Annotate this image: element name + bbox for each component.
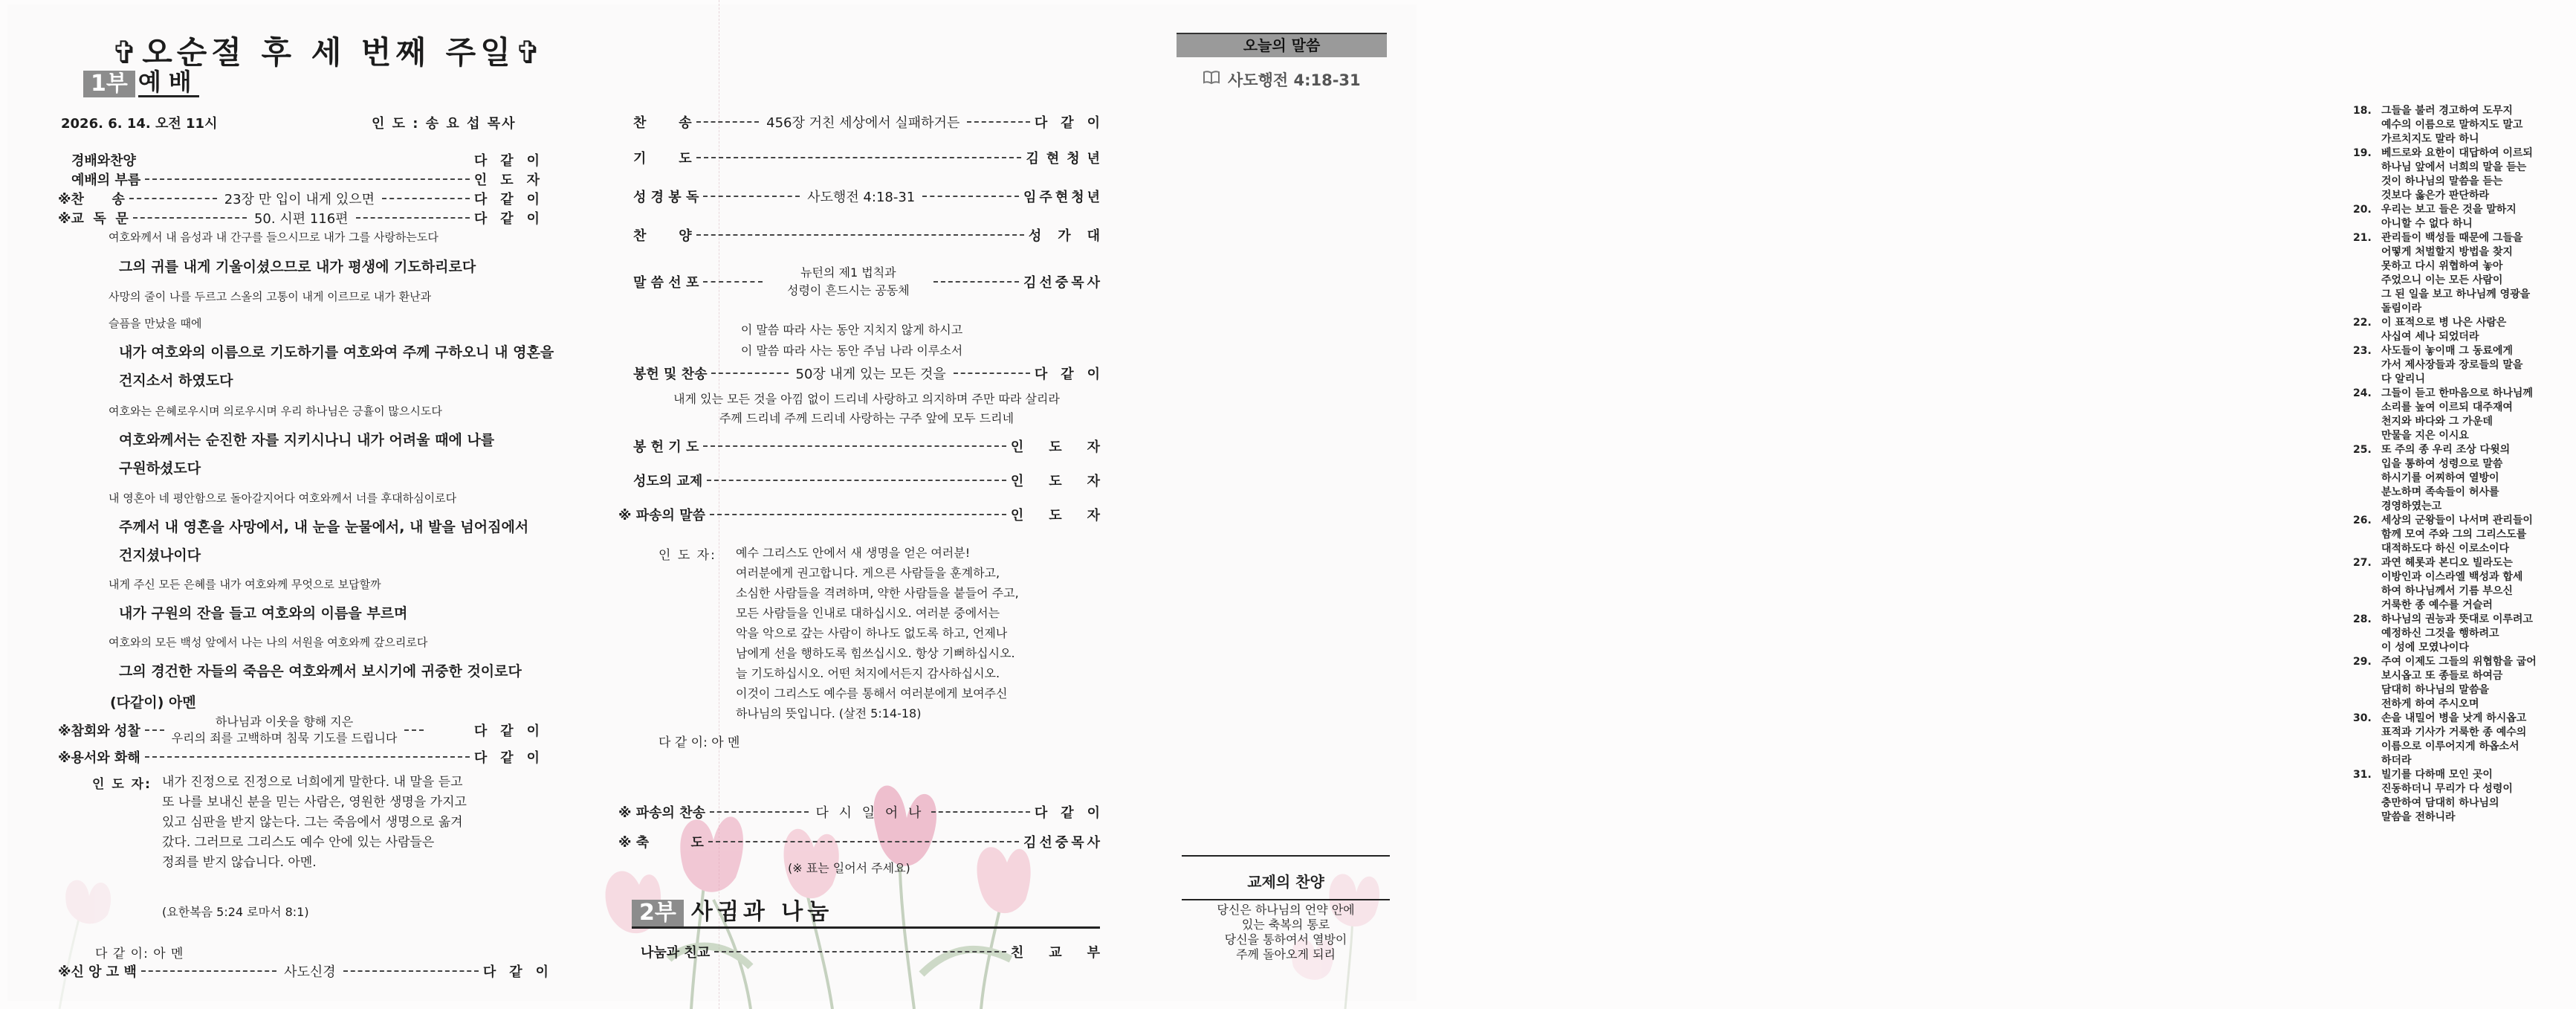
today-word-heading: 오늘의 말씀	[1177, 33, 1387, 57]
sending-amen: 다 같 이: 아 멘	[658, 735, 740, 750]
fellowship-song-line: 주께 돌아오게 되리	[1236, 947, 1336, 961]
verse-text: 이름으로 이루어지게 하옵소서	[2381, 741, 2520, 752]
order-label: 성도의 교제	[633, 474, 703, 489]
verse-text: 주었으니 이는 모든 사람이	[2381, 274, 2503, 286]
verse-text: 대적하도다 하신 이로소이다	[2381, 543, 2510, 555]
order-who: 인도자	[473, 173, 553, 188]
sending-line: 늘 기도하십시오. 어떤 처지에서든지 감사하십시오.	[736, 666, 1000, 680]
psalm-line: 건지소서 하였도다	[119, 373, 233, 389]
verse-item	[2353, 655, 2576, 712]
service-date: 2026. 6. 14. 오전 11시	[61, 116, 218, 132]
order-item	[633, 226, 1116, 244]
order-item	[633, 149, 1107, 167]
part2-badge: 2부	[632, 900, 684, 926]
verse-item	[2353, 104, 2576, 146]
order-who: 다같이	[1034, 115, 1114, 131]
psalm-line: 그의 귀를 내게 기울이셨으므로 내가 평생에 기도하리로다	[119, 259, 476, 275]
order-who: 다같이	[473, 723, 553, 739]
absolution-line: 갔다. 그러므로 그리스도 예수 안에 있는 사람들은	[162, 835, 435, 850]
verse-list	[1177, 104, 2537, 825]
order-who: 다같이	[473, 153, 553, 169]
verse-text: 말씀을 전하니라	[2381, 811, 2456, 823]
verse-text: 이방인과 이스라엘 백성과 합세	[2381, 571, 2523, 583]
service-leader: 인 도 : 송 요 섭 목사	[372, 116, 517, 132]
verse-item	[2353, 768, 2576, 825]
verse-number: 30.	[2353, 712, 2372, 724]
order-label: ※ 파송의 찬송	[618, 805, 705, 821]
order-label: ※ 파송의 말씀	[618, 508, 705, 523]
order-label: ※신 앙 고 백	[58, 964, 137, 980]
verse-item	[2353, 387, 2576, 443]
verse-text: 못하고 다시 위협하여 놓아	[2381, 260, 2503, 272]
fellowship-song-line: 당신을 통하여서 열방이	[1224, 932, 1347, 947]
verse-text: 다 알리니	[2381, 373, 2425, 385]
psalm-line: 사망의 줄이 나를 두르고 스올의 고통이 내게 이르므로 내가 환난과	[109, 290, 432, 303]
sending-text	[736, 543, 1019, 723]
order-label: 예배의 부름	[71, 173, 141, 188]
verse-text: 하나님 앞에서 너희의 말을 듣는	[2381, 161, 2527, 173]
verse-text: 하나님의 권능과 뜻대로 이루려고	[2381, 613, 2533, 625]
order-who: 김선중목사	[1023, 835, 1103, 851]
repentance-line: 하나님과 이웃을 향해 지은	[215, 715, 354, 729]
repentance-line: 우리의 죄를 고백하며 침묵 기도를 드립니다	[171, 731, 398, 745]
order-middle: 50. 시편 116편	[253, 211, 349, 227]
order-who: 인도자	[1010, 508, 1125, 523]
order-item	[633, 471, 1125, 489]
verse-text: 가르치지도 말라 하니	[2381, 133, 2479, 145]
order-who: 다같이	[1034, 805, 1114, 821]
verse-text: 함께 모여 주와 그의 그리스도를	[2381, 529, 2527, 541]
verse-text: 과연 헤롯과 본디오 빌라도는	[2381, 557, 2513, 569]
verse-text: 충만하여 담대히 하나님의	[2381, 797, 2499, 809]
order-who: 다같이	[473, 192, 553, 207]
verse-item	[2353, 316, 2576, 344]
verse-text: 담대히 하나님의 말씀을	[2381, 684, 2489, 696]
verse-text: 소리를 높여 이르되 대주재여	[2381, 402, 2513, 413]
sending-line: 예수 그리스도 안에서 새 생명을 얻은 여러분!	[736, 546, 971, 560]
part1-badge: 1부	[83, 71, 135, 97]
absolution-speaker: 인 도 자:	[92, 777, 152, 792]
psalm-line: 내게 주신 모든 은혜를 내가 여호와께 무엇으로 보답할까	[109, 578, 381, 591]
absolution-ref: (요한복음 5:24 로마서 8:1)	[162, 905, 309, 919]
verse-text: 이 성에 모였나이다	[2381, 642, 2469, 654]
order-item	[618, 833, 1103, 851]
verse-text: 표적과 기사가 거룩한 종 예수의	[2381, 726, 2527, 738]
order-label: 경배와찬양	[71, 153, 136, 169]
verse-text: 사도들이 놓이매 그 동료에게	[2381, 345, 2513, 357]
order-who: 친교부	[1010, 945, 1125, 961]
verse-text: 보시옵고 또 종들로 하여금	[2381, 670, 2503, 682]
verse-text: 또 주의 종 우리 조상 다윗의	[2381, 444, 2511, 456]
sending-line: 여러분에게 권고합니다. 게으른 사람들을 훈계하고,	[736, 566, 1000, 580]
order-who: 인도자	[1010, 439, 1125, 455]
verse-text: 아니할 수 없다 하니	[2381, 218, 2473, 230]
order-who: 인도자	[1010, 474, 1125, 489]
verse-text: 하더라	[2381, 755, 2412, 767]
order-item	[58, 962, 562, 980]
psalm-line: 여호와의 모든 백성 앞에서 나는 나의 서원을 여호와께 갚으리로다	[109, 636, 428, 649]
verse-number: 23.	[2353, 345, 2372, 357]
verse-item	[2353, 344, 2576, 387]
verse-text: 관리들이 백성들 때문에 그들을	[2381, 232, 2523, 244]
sending-line: 이것이 그리스도 예수를 통해서 여러분에게 보여주신	[736, 686, 1008, 700]
verse-text: 그 된 일을 보고 하나님께 영광을	[2381, 288, 2531, 300]
verse-text: 손을 내밀어 병을 낫게 하시옵고	[2381, 712, 2527, 724]
order-middle: 456장 거친 세상에서 실패하거든	[766, 115, 960, 131]
offering-line: 내게 있는 모든 것을 아낌 없이 드리네 사랑하고 의지하며 주만 따라 살리라	[673, 392, 1060, 406]
verse-number: 28.	[2353, 613, 2372, 625]
verse-text: 분노하며 족속들이 허사를	[2381, 486, 2499, 498]
psalm-line: 여호와께서는 순진한 자를 지키시나니 내가 어려울 때에 나를	[119, 432, 495, 448]
stand-note: (※ 표는 일어서 주세요)	[788, 861, 910, 875]
today-word-ref: 사도행전 4:18-31	[1228, 71, 1361, 89]
order-who: 임주현청년	[1023, 190, 1103, 205]
part1-heading	[83, 68, 199, 97]
part1-title: 예배	[137, 68, 199, 96]
verse-text: 그들이 듣고 한마음으로 하나님께	[2381, 387, 2533, 399]
verse-text: 가서 제사장들과 장로들의 말을	[2381, 359, 2523, 371]
order-who: 다같이	[473, 211, 553, 227]
order-who: 김선중목사	[1023, 275, 1103, 291]
verse-text: 베드로와 요한이 대답하여 이르되	[2381, 147, 2533, 159]
psalm-line: 건지셨나이다	[119, 547, 201, 564]
order-middle: 사도행전 4:18-31	[807, 190, 916, 205]
verse-item	[2353, 514, 2576, 556]
response-line: 이 말씀 따라 사는 동안 지치지 않게 하시고	[740, 323, 963, 337]
order-item	[641, 943, 1125, 961]
order-who: 다같이	[1034, 367, 1114, 382]
sermon-title-line: 성령이 흔드시는 공동체	[786, 283, 910, 297]
order-label: ※ 축 도	[618, 835, 704, 851]
part2-title: 사귐과 나눔	[690, 899, 834, 925]
verse-text: 입을 통하여 성령으로 말씀	[2381, 458, 2503, 470]
verse-text: 예수의 이름으로 말하지도 말고	[2381, 119, 2523, 131]
sending-line: 하나님의 뜻입니다. (살전 5:14-18)	[736, 706, 922, 721]
fellowship-song-text	[1182, 903, 1390, 962]
absolution-line: 있고 심판을 받지 않는다. 그는 죽음에서 생명으로 옮겨	[162, 815, 463, 830]
fellowship-song-line: 있는 축복의 통로	[1241, 918, 1330, 932]
verse-text: 만물을 지은 이시요	[2381, 430, 2469, 442]
order-label: 말 씀 선 포	[633, 275, 699, 291]
order-who: 다같이	[473, 750, 553, 766]
verse-number: 24.	[2353, 387, 2372, 399]
page-title: ✞오순절 후 세 번째 주일✞	[111, 34, 546, 71]
psalm-line: 여호와께서 내 음성과 내 간구를 들으시므로 내가 그를 사랑하는도다	[109, 231, 438, 244]
sermon-title-line: 뉴턴의 제1 법칙과	[800, 265, 896, 280]
absolution-line: 또 나를 보내신 분을 믿는 사람은, 영원한 생명을 가지고	[162, 795, 467, 810]
psalm-line: 여호와는 은혜로우시며 의로우시며 우리 하나님은 긍휼이 많으시도다	[109, 404, 442, 418]
verse-item	[2353, 556, 2576, 613]
verse-item	[2353, 443, 2576, 514]
order-item	[618, 803, 1114, 821]
order-item	[633, 437, 1125, 455]
verse-text: 그들을 불러 경고하여 도무지	[2381, 105, 2513, 117]
psalm-line: 슬픔을 만났을 때에	[109, 317, 202, 330]
verse-number: 21.	[2353, 232, 2372, 244]
psalm-line: 내가 여호와의 이름으로 기도하기를 여호와여 주께 구하오니 내 영혼을	[119, 344, 554, 361]
order-label: ※교 독 문	[58, 211, 129, 227]
verse-text: 우리는 보고 들은 것을 말하지	[2381, 204, 2517, 216]
order-item	[618, 506, 1125, 523]
order-item	[633, 364, 1114, 382]
psalm-line: 주께서 내 영혼을 사망에서, 내 눈을 눈물에서, 내 발을 넘어짐에서	[119, 519, 529, 535]
verse-text: 예정하신 그것을 행하려고	[2381, 628, 2499, 639]
absolution-amen: 다 같 이: 아 멘	[95, 947, 184, 961]
sending-line: 남에게 선을 행하도록 힘쓰십시오. 항상 기뻐하십시오.	[736, 646, 1015, 660]
order-middle: 50장 내게 있는 모든 것을	[795, 367, 946, 382]
order-label: ※용서와 화해	[58, 750, 140, 766]
offering-line: 주께 드리네 주께 드리네 사랑하는 구주 앞에 모두 드리네	[719, 411, 1014, 425]
order-item	[58, 190, 553, 207]
order-label: 봉헌 및 찬송	[633, 367, 708, 382]
verse-text: 하시기를 어찌하여 열방이	[2381, 472, 2499, 484]
order-item	[71, 151, 553, 169]
order-label: 기 도	[633, 151, 692, 167]
psalm-line: 구원하셨도다	[119, 460, 201, 477]
absolution-line: 내가 진정으로 진정으로 너희에게 말한다. 내 말을 듣고	[162, 775, 463, 790]
order-label: ※참회와 성찰	[58, 723, 140, 739]
verse-number: 25.	[2353, 444, 2372, 456]
verse-item	[2353, 613, 2576, 655]
verse-text: 세상의 군왕들이 나서며 관리들이	[2381, 515, 2533, 526]
order-label: 봉 헌 기 도	[633, 439, 699, 455]
psalm-line: 내 영혼아 네 평안함으로 돌아갈지어다 여호와께서 너를 후대하심이로다	[109, 491, 457, 505]
order-label: ※찬 송	[58, 192, 125, 207]
verse-text: 어떻게 처벌할지 방법을 찾지	[2381, 246, 2513, 258]
fellowship-song-heading: 교제의 찬양	[1182, 855, 1390, 900]
order-item	[633, 113, 1114, 131]
verse-text: 이 표적으로 병 나은 사람은	[2381, 317, 2507, 329]
order-label: 찬 송	[633, 115, 692, 131]
part2-heading	[632, 898, 1100, 929]
order-label: 성 경 봉 독	[633, 190, 699, 205]
verse-text: 거룩한 종 예수를 거슬러	[2381, 599, 2493, 611]
verse-number: 31.	[2353, 769, 2372, 781]
order-middle: 다 시 일 어 나	[815, 805, 925, 821]
verse-text: 경영하였는고	[2381, 500, 2442, 512]
offering-verse	[633, 390, 1100, 428]
sermon-item	[633, 263, 1103, 300]
psalm-line: (다같이) 아멘	[110, 694, 196, 711]
response-verse	[740, 320, 963, 361]
verse-item	[2353, 712, 2576, 768]
psalm-line: 내가 구원의 잔을 들고 여호와의 이름을 부르며	[119, 605, 408, 622]
verse-text: 진동하더니 무리가 다 성령이	[2381, 783, 2513, 795]
verse-text: 것이 하나님의 말씀을 듣는	[2381, 175, 2503, 187]
order-who: 성가대	[1028, 228, 1116, 244]
psalm-line: 그의 경건한 자들의 죽음은 여호와께서 보시기에 귀중한 것이로다	[119, 663, 522, 680]
verse-number: 19.	[2353, 147, 2372, 159]
order-item	[633, 187, 1103, 205]
book-icon	[1203, 70, 1220, 88]
absolution-text	[162, 772, 467, 872]
order-item	[71, 170, 553, 188]
absolution-line: 정죄를 받지 않습니다. 아멘.	[162, 855, 317, 870]
order-item	[58, 748, 553, 766]
verse-item	[2353, 146, 2576, 203]
sending-line: 모든 사람들을 인내로 대하십시오. 여러분 중에서는	[736, 606, 1000, 620]
verse-text: 주여 이제도 그들의 위협함을 굽어	[2381, 656, 2537, 668]
left-flower-watermark	[15, 855, 565, 1009]
verse-number: 22.	[2353, 317, 2372, 329]
order-label: 찬 양	[633, 228, 692, 244]
verse-number: 26.	[2353, 515, 2372, 526]
order-middle: 23장 만 입이 내게 있으면	[224, 192, 375, 207]
verse-text: 사십여 세나 되었더라	[2381, 331, 2479, 343]
order-who: 다같이	[482, 964, 562, 980]
verse-number: 29.	[2353, 656, 2372, 668]
fellowship-song-line: 당신은 하나님의 언약 안에	[1217, 903, 1355, 917]
order-who: 김현청년	[1026, 151, 1107, 167]
verse-item	[2353, 231, 2576, 316]
verse-text: 것보다 옳은가 판단하라	[2381, 190, 2489, 202]
sending-line: 악을 악으로 갚는 사람이 하나도 없도록 하고, 언제나	[736, 626, 1008, 640]
order-item	[58, 714, 553, 747]
verse-number: 27.	[2353, 557, 2372, 569]
sending-line: 소심한 사람들을 격려하며, 약한 사람들을 붙들어 주고,	[736, 586, 1019, 600]
verse-text: 전하게 하여 주시오며	[2381, 698, 2479, 710]
order-item	[58, 209, 553, 227]
verse-text: 하여 하나님께서 기름 부으신	[2381, 585, 2513, 597]
verse-item	[2353, 203, 2576, 231]
order-label: 나눔과 친교	[641, 945, 711, 961]
verse-text: 빌기를 다하매 모인 곳이	[2381, 769, 2493, 781]
response-line: 이 말씀 따라 사는 동안 주님 나라 이루소서	[740, 344, 963, 358]
verse-text: 돌림이라	[2381, 303, 2422, 315]
verse-number: 18.	[2353, 105, 2372, 117]
verse-number: 20.	[2353, 204, 2372, 216]
verse-text: 천지와 바다와 그 가운데	[2381, 416, 2493, 428]
sending-speaker: 인 도 자:	[658, 548, 716, 563]
order-middle: 사도신경	[284, 964, 336, 980]
